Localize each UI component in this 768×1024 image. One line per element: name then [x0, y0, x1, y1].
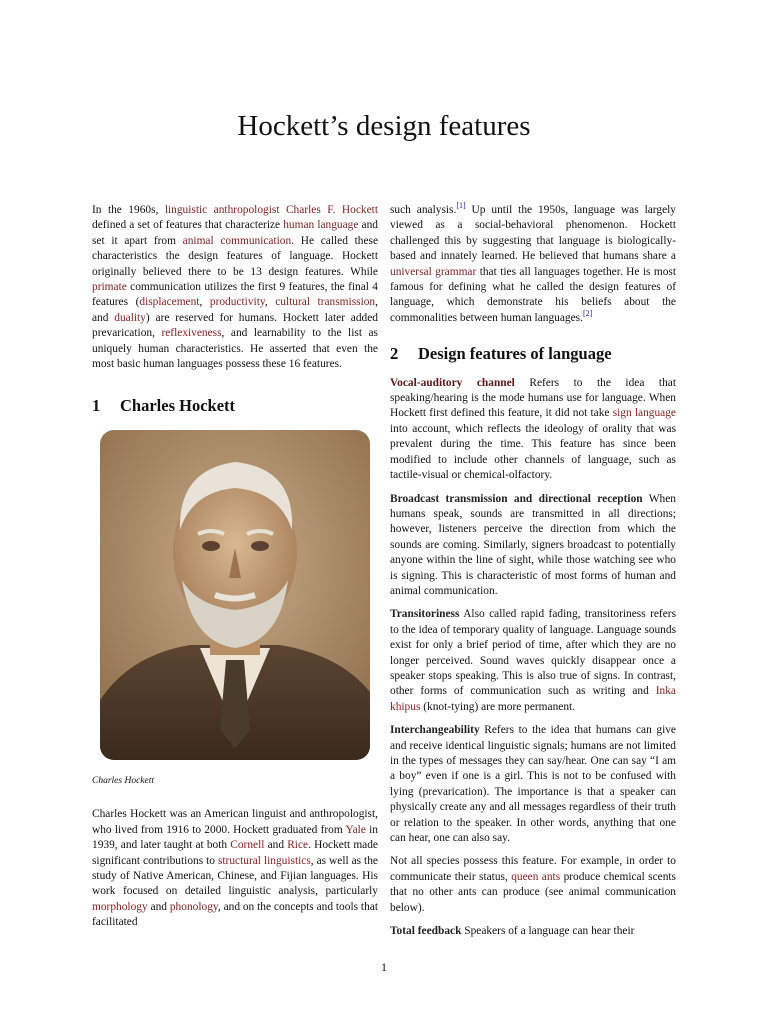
- term-transitoriness: Transitoriness: [390, 608, 460, 621]
- section-2-heading: 2 Design features of language: [390, 344, 612, 364]
- term-total-feedback: Total feedback: [390, 925, 462, 938]
- intro-paragraph: In the 1960s, linguistic anthropologist Charles F. Hockett defined a set of features that characterize human language and set it apart from animal communication. He called these characteristics the design features of language. Hockett originally believed there to be 13 design features. While primate communication utilizes the first 9 features, the final 4 features (displacement, productivity, cultural transmission, and duality) are reserved for humans. Hockett later added prevarication, reflexiveness, and learnability to the list as uniquely human characteristics. He asserted that even the most basic human languages possess these 16 features.: [92, 204, 379, 371]
- link-yale[interactable]: Yale: [345, 823, 366, 836]
- page-title: Hockett’s design features: [237, 110, 531, 142]
- link-human-language[interactable]: human language: [283, 219, 359, 232]
- link-sign-language[interactable]: sign language: [612, 407, 676, 420]
- link-cultural-transmission[interactable]: cultural transmission: [275, 296, 376, 309]
- link-morphology[interactable]: morphology: [92, 900, 148, 913]
- feature-vocal-auditory: Vocal-auditory channel Refers to the idea that speaking/hearing is the mode humans use for language. When Hockett first defined this feature, it did not take sign language into account, which reflects the ideology of orality that was prevalent during the time. This feature has since been modified to include other channels of language, such as tactile-visual or chemical-olfactory.: [390, 376, 676, 482]
- citation-2[interactable]: [2]: [582, 309, 593, 319]
- right-column: [390, 203, 676, 947]
- term-broadcast: Broadcast transmission and directional reception: [390, 492, 643, 505]
- charles-hockett-photo: [100, 430, 370, 760]
- hockett-bio-paragraph: Charles Hockett was an American linguist and anthropologist, who lived from 1916 to 2000. Hockett graduated from Yale in 1939, and later taught at both Cornell and Rice. Hockett made significant contributions to structural linguistics, as well as the study of Native American, Chinese, and Fijian languages. His work focused on detailed linguistic analysis, particularly morphology and phonology, and on the concepts and tools that facilitated: [92, 808, 378, 929]
- link-rice[interactable]: Rice: [287, 839, 309, 852]
- link-structural-linguistics[interactable]: structural linguistics: [217, 854, 311, 867]
- feature-broadcast: Broadcast transmission and directional reception When humans speak, sounds are transmitted in all directions; however, listeners perceive the direction from which the sounds are coming. Similarly, signers broadcast to potentially anyone within the line of sight, while those watching see who is signing. This is characteristic of most forms of human and animal communication.: [390, 492, 676, 597]
- link-inka-khipus[interactable]: Inka khipus: [390, 685, 676, 713]
- link-vocal-auditory-channel[interactable]: Vocal-auditory channel: [390, 376, 515, 389]
- link-cornell[interactable]: Cornell: [230, 839, 265, 852]
- feature-total-feedback: Total feedback Speakers of a language can hear their: [390, 925, 635, 938]
- portrait-image: [100, 430, 370, 760]
- left-column: [92, 203, 378, 939]
- term-interchangeability: Interchangeability: [390, 724, 480, 737]
- feature-interchangeability: Interchangeability Refers to the idea that humans can give and receive identical linguistic signals; humans are not limited in the types of messages they can say/hear. One can say “I am a boy” even if one is a girl. This is not to be confused with lying (prevarication). The importance is that a speaker can physically create any and all messages regardless of their truth or relation to the speaker. In other words, anything that one can hear, one can also say.: [390, 724, 676, 845]
- link-primate[interactable]: primate: [92, 281, 127, 294]
- link-reflexiveness[interactable]: reflexiveness: [161, 327, 222, 340]
- species-paragraph: Not all species possess this feature. For example, in order to communicate their status, queen ants produce chemical scents that no other ants can produce (see animal communication below).: [390, 855, 676, 914]
- feature-transitoriness: Transitoriness Also called rapid fading, transitoriness refers to the idea of temporary quality of language. Language sounds exist for only a brief period of time, after which they are no longer perceived. Sound waves quickly disappear once a speaker stops speaking. This is also true of signs. In contrast, other forms of communication such as writing and Inka khipus (knot-tying) are more permanent.: [390, 608, 676, 713]
- hockett-bio-continued: such analysis.[1] Up until the 1950s, language was largely viewed as a social-behavioral phenomenon. Hockett challenged this by suggesting that language is biologically-based and innately learned. He believed that humans share a universal grammar that ties all languages together. He is most famous for defining what he called the design features of language, which demonstrate his beliefs about the commonalities between human languages.[2]: [390, 201, 676, 324]
- link-linguistic-anthropologist[interactable]: linguistic anthropologist: [164, 204, 280, 216]
- link-charles-hockett[interactable]: Charles F. Hockett: [285, 204, 378, 216]
- link-phonology[interactable]: phonology: [169, 900, 218, 913]
- link-displacement[interactable]: displacement: [139, 296, 200, 309]
- link-duality[interactable]: duality: [114, 311, 146, 324]
- photo-caption: Charles Hockett: [92, 775, 155, 786]
- link-universal-grammar[interactable]: universal grammar: [390, 265, 477, 278]
- section-1-heading: 1 Charles Hockett: [92, 396, 236, 416]
- page-number: 1: [381, 960, 387, 974]
- link-queen-ants[interactable]: queen ants: [511, 870, 561, 883]
- link-productivity[interactable]: productivity: [209, 296, 265, 309]
- link-animal-communication[interactable]: animal communication: [182, 234, 292, 247]
- citation-1[interactable]: [1]: [456, 201, 466, 211]
